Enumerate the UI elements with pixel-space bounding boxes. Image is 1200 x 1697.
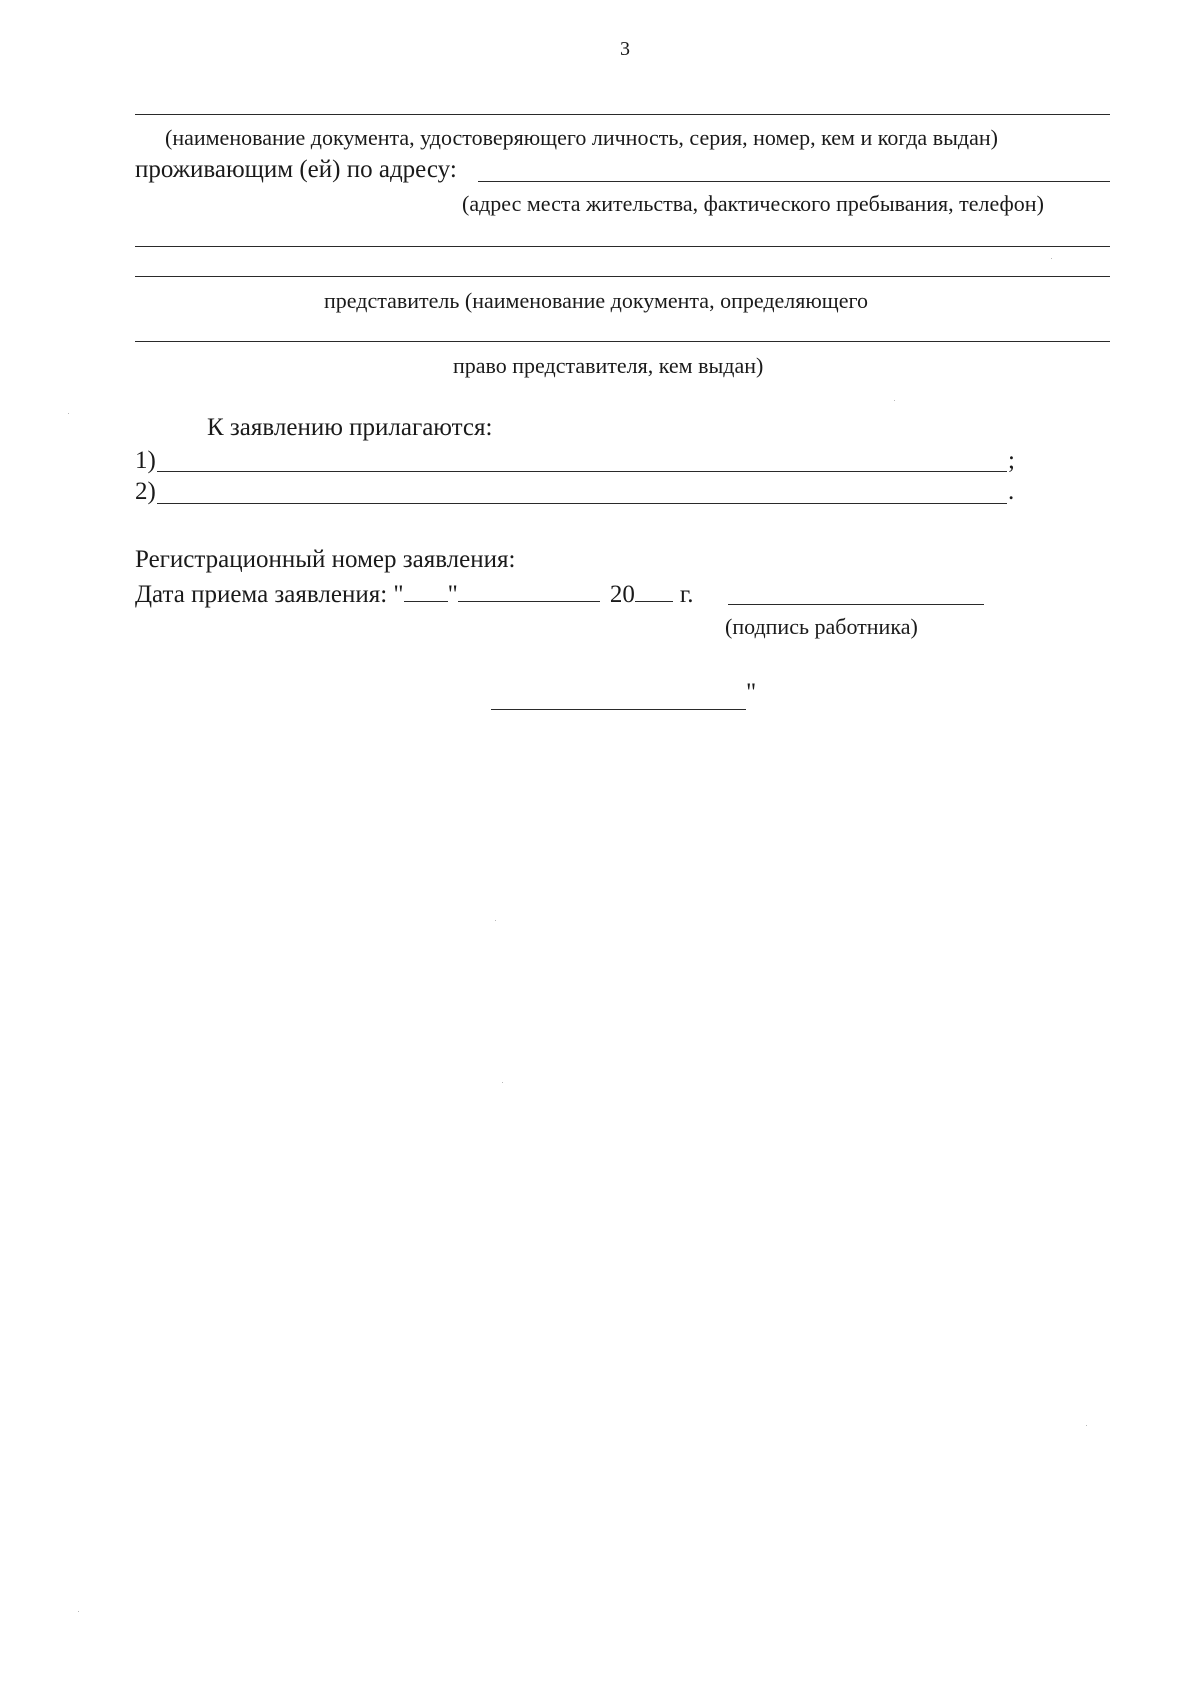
attachment-number: 1) — [135, 447, 156, 474]
attachment-number: 2) — [135, 478, 156, 505]
attachment-item — [135, 477, 156, 507]
residence-label: проживающим (ей) по адресу: — [135, 156, 457, 183]
page-number: 3 — [620, 38, 630, 60]
scan-speck — [1086, 1425, 1087, 1426]
year-field[interactable] — [635, 581, 673, 602]
month-field[interactable] — [458, 581, 600, 602]
registration-number-label: Регистрационный номер заявления: — [135, 546, 516, 573]
identity-document-caption: (наименование документа, удостоверяющего личность, серия, номер, кем и когда выдан) — [165, 125, 998, 150]
scan-speck — [68, 413, 69, 414]
attachment-terminator: . — [1008, 478, 1015, 505]
attachment-line[interactable] — [157, 503, 1007, 504]
attachments-heading: К заявлению прилагаются: — [207, 414, 493, 441]
day-field[interactable] — [404, 581, 448, 602]
year-prefix: 20 — [609, 581, 635, 608]
address-continuation-line-1[interactable] — [135, 246, 1110, 247]
attachment-line[interactable] — [157, 471, 1007, 472]
reception-date-label: Дата приема заявления: " — [135, 581, 404, 608]
scan-speck — [894, 400, 895, 401]
scan-speck — [1051, 258, 1052, 259]
representative-caption-line1: представитель (наименование документа, определяющего — [324, 288, 868, 313]
year-suffix: г. — [679, 581, 694, 608]
representative-document-line[interactable] — [135, 341, 1110, 342]
address-caption: (адрес места жительства, фактического пребывания, телефон) — [462, 191, 1044, 216]
address-line[interactable] — [478, 181, 1110, 182]
employee-signature-caption: (подпись работника) — [725, 614, 918, 639]
footer-closing-quote: " — [746, 679, 757, 706]
identity-document-line[interactable] — [135, 114, 1110, 115]
reception-date-row — [135, 580, 694, 610]
address-continuation-line-2[interactable] — [135, 276, 1110, 277]
scan-speck — [495, 920, 496, 921]
employee-signature-line[interactable] — [728, 604, 984, 605]
day-quote-close: " — [447, 581, 458, 608]
footer-line[interactable] — [491, 709, 746, 710]
scan-speck — [502, 1082, 503, 1083]
attachment-terminator: ; — [1008, 447, 1015, 474]
attachment-item — [135, 446, 156, 476]
representative-caption-line2: право представителя, кем выдан) — [453, 353, 764, 378]
scan-speck — [78, 1611, 79, 1612]
